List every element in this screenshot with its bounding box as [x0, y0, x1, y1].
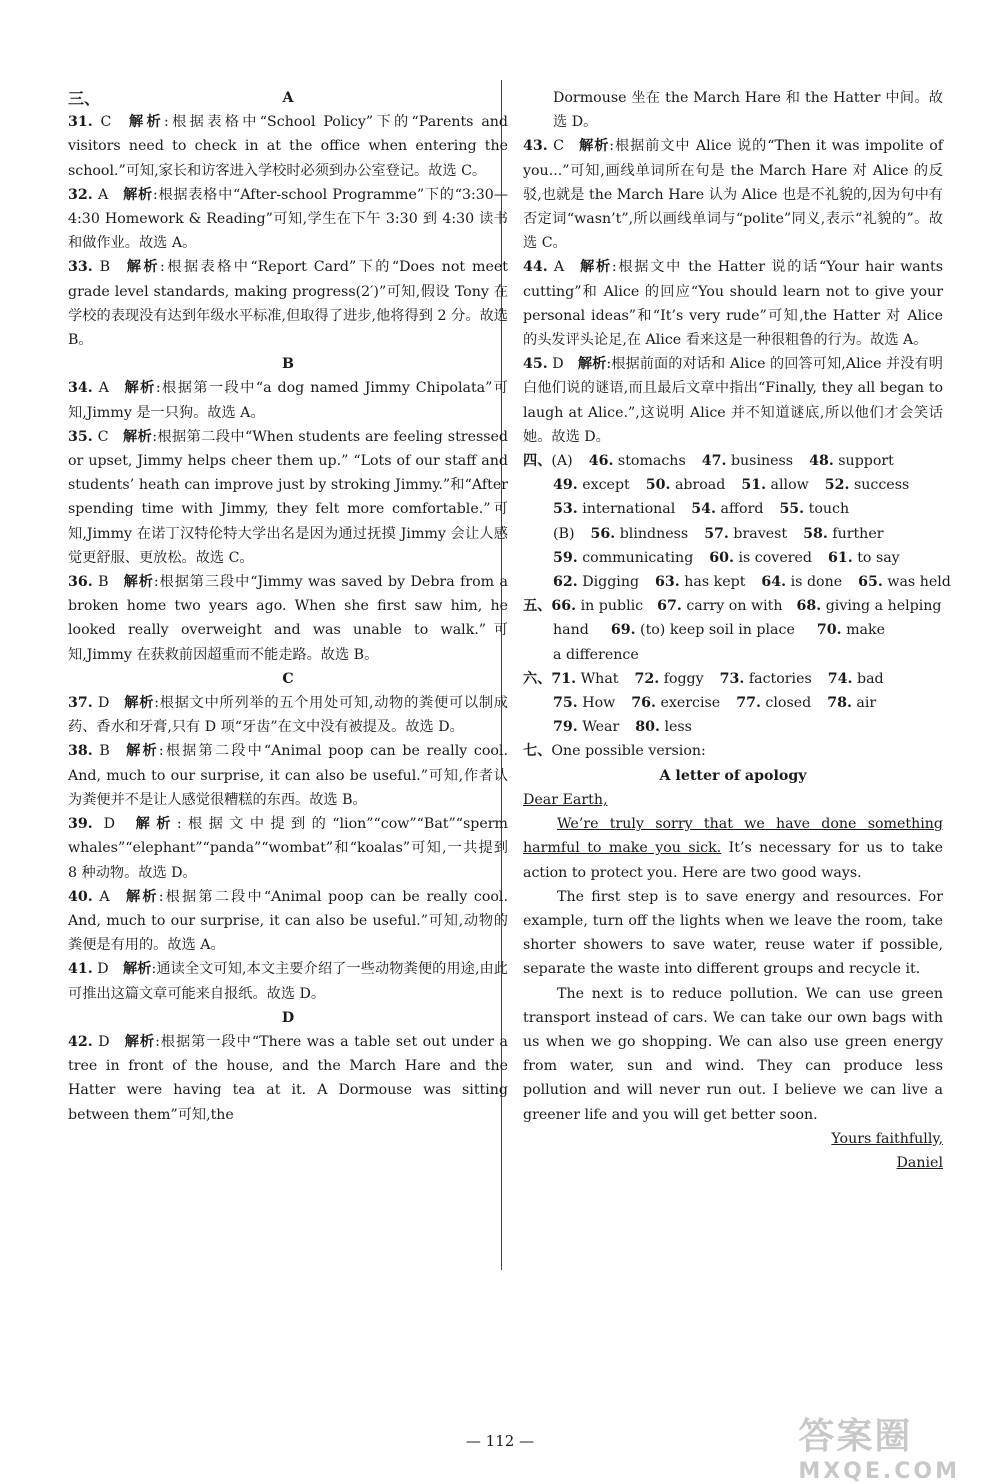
right-column	[523, 86, 951, 1175]
fill-answer: bad	[856, 670, 884, 687]
section-marker: 六、	[523, 670, 552, 687]
question-number: 79.	[553, 719, 578, 736]
answer-row	[523, 594, 943, 618]
answer-row	[523, 643, 943, 667]
question-number: 55.	[779, 501, 805, 518]
answer-38	[68, 739, 508, 812]
answer-row	[523, 497, 943, 521]
section-3-marker: 三、	[68, 89, 101, 108]
fill-answer: carry on with	[686, 598, 783, 615]
answer-letter: C	[553, 138, 564, 155]
question-number: 63.	[655, 574, 680, 591]
analysis-text: :根据文中 the Hatter 说的话“Your hair wants cutting”和 Alice 的回应“You should learn not to give your personal ideas”和“It’s very rude”可知,the Hatter 对 Alice 的头发评头论足,在 Alice 看来这是一种很粗鲁的行为。故选 A。	[523, 259, 943, 349]
fill-answer: in public	[580, 598, 644, 615]
answer-letter: A	[99, 888, 110, 905]
answer-letter: D	[103, 816, 115, 833]
answer-40	[68, 885, 508, 958]
answer-37	[68, 691, 508, 739]
question-number: 45.	[523, 356, 548, 373]
watermark-bottom: MXQE.COM	[798, 1459, 960, 1484]
question-number: 35.	[68, 428, 93, 445]
analysis-text: :根据表格中“School Policy”下的“Parents and visitors need to check in at the office when entering the school.”可知,家长和访客进入学校时必须到办公室登记。故选 C。	[68, 114, 508, 179]
analysis-label: 解析	[122, 428, 153, 445]
fill-answer: is covered	[738, 549, 812, 566]
letter-greeting: Dear Earth,	[523, 791, 608, 808]
question-number: 44.	[523, 259, 548, 276]
question-number: 47.	[701, 453, 727, 470]
question-number: 70.	[816, 622, 842, 639]
question-number: 62.	[553, 574, 578, 591]
analysis-text: :根据第三段中“Jimmy was saved by Debra from a broken home two years ago. When she first saw him, he looked really overweight and was unable to walk.”可知,Jimmy 在获救前因超重而不能走路。故选 B。	[68, 574, 508, 663]
fill-answer: make	[846, 622, 885, 639]
analysis-text: :根据第一段中“a dog named Jimmy Chipolata”可知,Jimmy 是一只狗。故选 A。	[68, 380, 508, 421]
answer-44	[523, 255, 943, 352]
section-d-heading: D	[281, 1009, 295, 1026]
section-b-heading: B	[282, 356, 294, 373]
section-5	[523, 594, 943, 667]
fill-answer: exercise	[660, 695, 721, 712]
letter-paragraph-3: The next is to reduce pollution. We can use green transport instead of cars. We can take our own bags with us when we go shopping. We can also use green energy from water, sun and wind. They can produce less pollution and will never run out. I believe we can live a greener life and you will get better soon.	[523, 985, 943, 1123]
fill-answer: less	[664, 719, 692, 736]
question-number: 71.	[551, 670, 577, 687]
section-marker: 五、	[523, 598, 552, 615]
part-label: (B)	[553, 525, 575, 542]
answer-34	[68, 376, 508, 424]
section-7	[523, 739, 943, 1175]
answer-row	[523, 667, 943, 691]
letter-closing: Yours faithfully,	[831, 1130, 943, 1147]
fill-answer: success	[853, 477, 910, 494]
answer-letter: C	[100, 114, 112, 131]
fill-answer: Wear	[582, 719, 620, 736]
question-number: 72.	[634, 670, 660, 687]
section-4	[523, 449, 951, 594]
analysis-text: :通读全文可知,本文主要介绍了一些动物粪便的用途,由此可推出这篇文章可能来自报纸。故选 D。	[68, 961, 508, 1002]
fill-answer: touch	[808, 501, 850, 518]
section-marker: 四、	[523, 453, 552, 470]
fill-answer: hand	[553, 622, 589, 639]
answer-row	[523, 522, 943, 546]
question-number: 40.	[68, 888, 93, 905]
fill-answer: stomachs	[617, 453, 686, 470]
fill-answer: giving a helping	[825, 598, 942, 615]
fill-answer: afford	[720, 501, 764, 518]
answer-row	[523, 570, 951, 594]
answer-letter: B	[99, 743, 110, 760]
analysis-label: 解析	[123, 888, 159, 905]
question-number: 68.	[796, 598, 822, 615]
fill-answer: was held	[887, 574, 951, 591]
analysis-label: 解析	[124, 259, 160, 276]
analysis-label: 解析	[122, 186, 153, 203]
answer-row	[523, 473, 943, 497]
question-number: 67.	[657, 598, 682, 615]
analysis-text: :根据文中所列举的五个用处可知,动物的粪便可以制成药、香水和牙膏,只有 D 项“牙齿”在文中没有被提及。故选 D。	[68, 695, 508, 736]
question-number: 33.	[68, 259, 93, 276]
question-number: 66.	[551, 598, 577, 615]
watermark-top: 答案圈	[798, 1416, 913, 1457]
analysis-label: 解析	[122, 961, 152, 978]
fill-answer: (to) keep soil in place	[640, 622, 795, 639]
question-number: 34.	[68, 380, 93, 397]
letter-title: A letter of apology	[659, 767, 807, 784]
analysis-label: 解析	[123, 380, 156, 397]
fill-answer: abroad	[674, 477, 726, 494]
fill-answer: business	[730, 453, 794, 470]
analysis-label: 解析	[123, 695, 155, 712]
question-number: 39.	[68, 816, 93, 833]
fill-answer: Digging	[582, 574, 640, 591]
fill-answer: foggy	[663, 670, 704, 687]
fill-answer: bravest	[733, 525, 788, 542]
fill-answer: support	[838, 453, 894, 470]
question-number: 80.	[635, 719, 660, 736]
question-number: 43.	[523, 138, 548, 155]
left-column	[68, 86, 508, 1127]
answer-letter: D	[97, 961, 109, 978]
analysis-text: :根据第二段中“Animal poop can be really cool. And, much to our surprise, it can also be useful.”可知,动物的粪便是有用的。故选 A。	[68, 888, 508, 954]
answer-row	[523, 715, 943, 739]
question-number: 31.	[68, 114, 93, 131]
question-number: 52.	[824, 477, 850, 494]
answer-letter: A	[98, 380, 109, 397]
question-number: 77.	[736, 695, 761, 712]
question-number: 41.	[68, 961, 93, 978]
answer-letter: D	[98, 1033, 110, 1050]
question-number: 74.	[827, 670, 853, 687]
letter-paragraph-1: We’re truly sorry that we have done something harmful to make you sick. It’s necessary for us to take action to protect you. Here are two good ways.	[523, 816, 943, 881]
answer-43	[523, 134, 943, 255]
section-6	[523, 667, 943, 740]
question-number: 69.	[610, 622, 636, 639]
analysis-text: :根据前文中 Alice 说的“Then it was impolite of you...”可知,画线单词所在句是 the March Hare 对 Alice 的反驳,也就是 the March Hare 认为 Alice 也是不礼貌的,因为句中有否定词“wasn’t”,所以画线单词与“polite”同义,表示“礼貌的”。故选 C。	[523, 138, 943, 252]
watermark-logo	[798, 1408, 960, 1484]
answer-row	[523, 691, 943, 715]
fill-answer: How	[582, 695, 616, 712]
fill-answer: communicating	[582, 549, 694, 566]
fill-answer: blindness	[619, 525, 689, 542]
answer-letter: C	[97, 428, 109, 445]
answer-32	[68, 183, 508, 256]
analysis-text: :根据表格中“After-school Programme”下的“3:30—4:30 Homework & Reading”可知,学生在下午 3:30 到 4:30 读书和做作业。故选 A。	[68, 186, 509, 252]
part-label: (A)	[551, 453, 573, 470]
section-7-intro: One possible version:	[551, 743, 706, 760]
answer-45	[523, 352, 943, 449]
analysis-text: :根据第二段中“Animal poop can be really cool. And, much to our surprise, it can also be useful.”可知,作者认为粪便并不是让人感觉很糟糕的东西。故选 B。	[68, 743, 508, 808]
analysis-label: 解析	[123, 1033, 156, 1050]
question-number: 53.	[553, 501, 578, 518]
question-number: 49.	[553, 477, 578, 494]
answer-36	[68, 570, 508, 667]
section-7-marker: 七、	[523, 743, 552, 760]
question-number: 48.	[809, 453, 834, 470]
analysis-label: 解析	[578, 259, 612, 276]
answer-41	[68, 957, 508, 1005]
question-number: 32.	[68, 186, 93, 203]
fill-answer: to say	[857, 549, 900, 566]
answer-42-continued: Dormouse 坐在 the March Hare 和 the Hatter 中间。故选 D。	[553, 90, 943, 131]
fill-answer: What	[580, 670, 619, 687]
analysis-label: 解析	[122, 574, 154, 591]
fill-answer: is done	[790, 574, 843, 591]
question-number: 75.	[553, 695, 578, 712]
answer-35	[68, 425, 508, 570]
fill-answer: international	[582, 501, 676, 518]
analysis-text: :根据表格中“Report Card”下的“Does not meet grade level standards, making progress(2′)”可知,假设 Tony 在学校的表现没有达到年级水平标准,但取得了进步,他将得到 2 分。故选 B。	[68, 259, 508, 349]
question-number: 37.	[68, 695, 93, 712]
question-number: 61.	[827, 549, 853, 566]
answer-row	[523, 546, 943, 570]
question-number: 54.	[691, 501, 716, 518]
question-number: 65.	[858, 574, 883, 591]
answer-row	[523, 449, 943, 473]
question-number: 58.	[803, 525, 828, 542]
analysis-label: 解析	[578, 138, 610, 155]
fill-answer: a difference	[553, 646, 639, 663]
question-number: 59.	[553, 549, 578, 566]
question-number: 42.	[68, 1033, 93, 1050]
analysis-label: 解析	[577, 356, 607, 373]
analysis-text: :根据第二段中“When students are feeling stressed or upset, Jimmy helps cheer them up.” “Lots of our staff and students’ heath can improve just by stroking Jimmy.”和“After spending time with Jimmy, they felt more comfortable.”可知,Jimmy 在诺丁汉特伦特大学出名是因为通过抚摸 Jimmy 会让人感觉更舒服、更放松。故选 C。	[68, 428, 509, 566]
section-c-heading: C	[282, 670, 294, 687]
answer-33	[68, 255, 508, 352]
analysis-text: :根据文中提到的“lion”“cow”“Bat”“sperm whales”“elephant”“panda”“wombat”和“koalas”可知,一共提到 8 种动物。故选 D。	[68, 816, 508, 881]
answer-letter: D	[97, 695, 110, 712]
answer-letter: A	[553, 259, 565, 276]
answer-letter: D	[552, 356, 564, 373]
letter-paragraph-2: The first step is to save energy and resources. For example, turn off the lights when we leave the room, take shorter showers to save water, reuse water if possible, separate the waste into different groups and recycle it.	[523, 888, 943, 978]
fill-answer: air	[856, 695, 877, 712]
fill-answer: has kept	[684, 574, 746, 591]
question-number: 36.	[68, 574, 93, 591]
fill-answer: closed	[765, 695, 812, 712]
answer-39	[68, 812, 508, 885]
analysis-text: :根据第一段中“There was a table set out under a tree in front of the house, and the March Hare and the Hatter were having tea at it. A Dormouse was sitting between them”可知,the	[68, 1033, 508, 1123]
question-number: 46.	[588, 453, 614, 470]
analysis-label: 解析	[125, 114, 165, 131]
fill-answer: factories	[748, 670, 812, 687]
analysis-label: 解析	[124, 743, 159, 760]
question-number: 38.	[68, 743, 93, 760]
answer-row	[523, 618, 943, 642]
question-number: 56.	[590, 525, 616, 542]
question-number: 64.	[761, 574, 787, 591]
question-number: 60.	[709, 549, 734, 566]
question-number: 50.	[645, 477, 671, 494]
fill-answer: except	[582, 477, 630, 494]
question-number: 78.	[827, 695, 852, 712]
page-number: — 112 —	[465, 1432, 535, 1450]
question-number: 57.	[704, 525, 729, 542]
analysis-text: :根据前面的对话和 Alice 的回答可知,Alice 并没有明白他们说的谜语,而且最后文章中指出“Finally, they all began to laugh at Alice.”,这说明 Alice 并不知道谜底,所以他们才会笑话她。故选 D。	[523, 356, 943, 445]
answer-31	[68, 110, 508, 183]
answer-letter: B	[98, 574, 109, 591]
question-number: 76.	[631, 695, 656, 712]
section-a-heading: A	[282, 90, 294, 106]
fill-answer: further	[832, 525, 884, 542]
fill-answer: allow	[770, 477, 809, 494]
question-number: 73.	[719, 670, 745, 687]
answer-letter: B	[99, 259, 111, 276]
question-number: 51.	[741, 477, 767, 494]
analysis-label: 解析	[129, 816, 177, 833]
answer-42	[68, 1030, 508, 1127]
letter-signature: Daniel	[896, 1154, 943, 1171]
answer-letter: A	[97, 186, 109, 203]
